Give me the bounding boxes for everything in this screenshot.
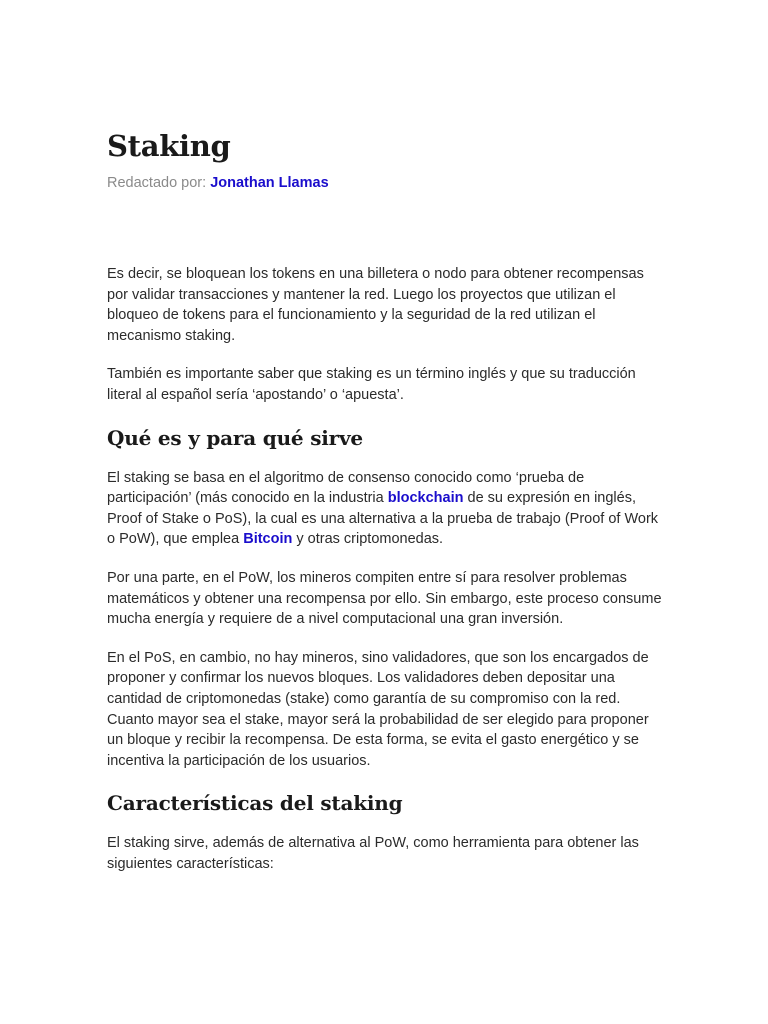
blockchain-link[interactable]: blockchain — [387, 490, 464, 507]
section-heading-que-es: Qué es y para qué sirve — [107, 425, 363, 450]
section1-paragraph-2: Por una parte, en el PoW, los mineros compiten entre sí para resolver problemas matemáticos y obtener una recompensa por ello. Sin embargo, este proceso consume mucha energía y requiere de a nivel computacional una gran inversión. — [107, 569, 662, 628]
section1-paragraph-1 — [107, 468, 667, 550]
page-title: Staking — [107, 129, 231, 163]
section1-p1-text-1: El staking se basa en el algoritmo de consenso conocido como ‘prueba de participación’ (más conocido en la industria — [107, 469, 585, 507]
section1-p1-text-3: y otras criptomonedas. — [292, 531, 444, 548]
intro-paragraph-1: Es decir, se bloquean los tokens en una billetera o nodo para obtener recompensas por validar transacciones y mantener la red. Luego los proyectos que utilizan el bloqueo de tokens para el funcionamiento y la seguridad de la red utilizan el mecanismo staking. — [107, 266, 644, 344]
bitcoin-link[interactable]: Bitcoin — [243, 531, 293, 548]
byline-prefix: Redactado por: — [107, 175, 211, 191]
byline — [107, 173, 667, 193]
article-body — [107, 264, 667, 874]
section1-paragraph-3: En el PoS, en cambio, no hay mineros, sino validadores, que son los encargados de proponer y confirmar los nuevos bloques. Los validadores deben depositar una cantidad de criptomonedas (stake) como garantía de su compromiso con la red. Cuanto mayor sea el stake, mayor será la probabilidad de ser elegido para proponer un bloque y recibir la recompensa. De esta forma, se evita el gasto energético y se incentiva la participación de los usuarios. — [107, 649, 649, 769]
author-link[interactable]: Jonathan Llamas — [210, 175, 329, 191]
section-heading-caracteristicas: Características del staking — [107, 791, 403, 816]
section2-paragraph-1: El staking sirve, además de alternativa al PoW, como herramienta para obtener las siguientes características: — [107, 835, 639, 872]
article — [107, 128, 667, 892]
intro-paragraph-2: También es importante saber que staking es un término inglés y que su traducción literal al español sería ‘apostando’ o ‘apuesta’. — [107, 366, 636, 403]
section1-p1-text-2: de su expresión en inglés, Proof of Stake o PoS), la cual es una alternativa a la prueba de trabajo (Proof of Work o PoW), que emplea — [107, 490, 659, 548]
